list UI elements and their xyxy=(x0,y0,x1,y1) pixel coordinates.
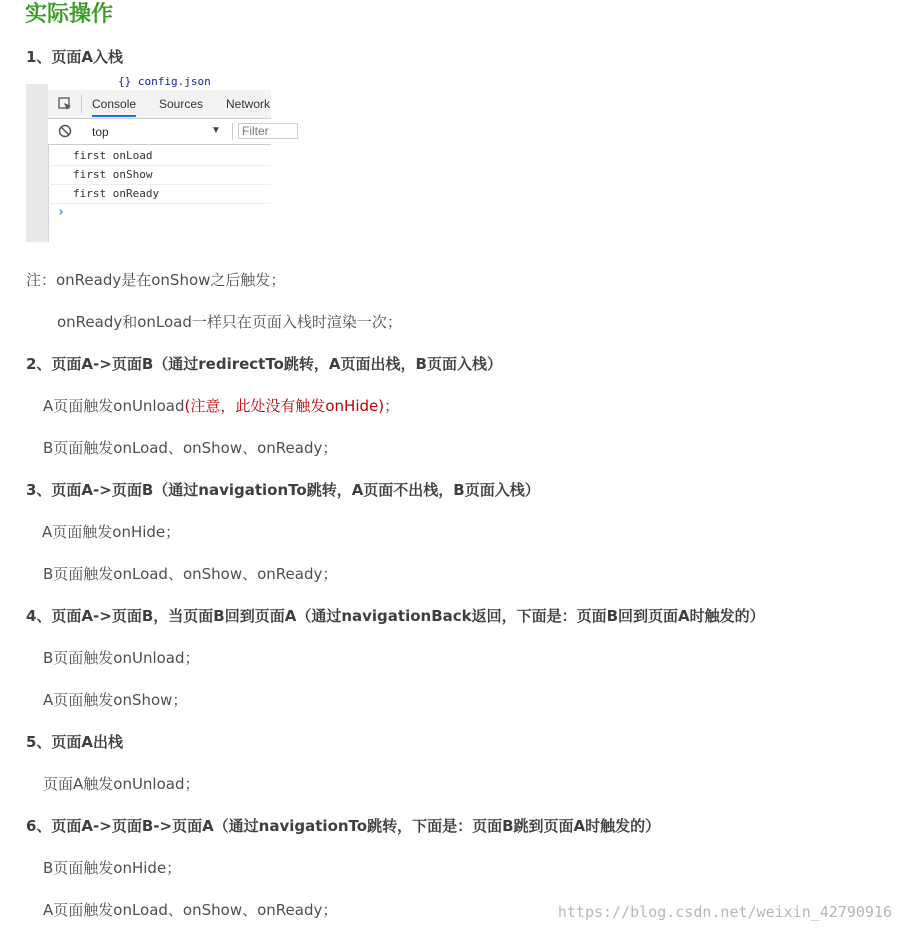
devtools-gutter xyxy=(26,84,49,242)
dropdown-arrow-icon[interactable]: ▼ xyxy=(211,125,221,136)
section-4-line-1: B页面触发onUnload； xyxy=(43,649,200,667)
console-log-row xyxy=(48,184,271,204)
console-log-row xyxy=(48,146,271,166)
page-title: 实际操作 xyxy=(25,2,114,27)
section-3-line-1: A页面触发onHide； xyxy=(42,523,181,541)
section-5-heading: 5、页面A出栈 xyxy=(26,733,124,751)
tab-network[interactable]: Network xyxy=(226,97,271,111)
devtools-top-fragment: {} config.json xyxy=(118,75,211,88)
watermark: https://blog.csdn.net/weixin_42790916 xyxy=(557,903,892,921)
section-2-line-1 xyxy=(43,395,399,416)
tab-console[interactable]: Console xyxy=(92,97,136,117)
section-6-line-1: B页面触发onHide； xyxy=(43,859,182,877)
section-2-heading: 2、页面A->页面B（通过redirectTo跳转，A页面出栈，B页面入栈） xyxy=(26,355,502,373)
console-prompt-icon[interactable]: › xyxy=(57,205,65,220)
note-line-1: 注：onReady是在onShow之后触发； xyxy=(26,271,286,289)
section-3-heading: 3、页面A->页面B（通过navigationTo跳转，A页面不出栈，B页面入栈） xyxy=(26,481,540,499)
section-2-line-1-end: ； xyxy=(384,397,400,415)
console-log-row xyxy=(48,165,271,185)
section-4-line-2: A页面触发onShow； xyxy=(43,691,188,709)
context-selector[interactable]: top xyxy=(92,125,109,139)
section-2-line-2: B页面触发onLoad、onShow、onReady； xyxy=(43,439,338,457)
clear-console-icon[interactable] xyxy=(58,124,72,138)
note-line-2: onReady和onLoad一样只在页面入栈时渲染一次； xyxy=(57,313,402,331)
section-2-warning: (注意，此处没有触发onHide) xyxy=(184,397,385,415)
section-3-line-2: B页面触发onLoad、onShow、onReady； xyxy=(43,565,338,583)
console-log-text: first onLoad xyxy=(73,149,153,162)
devtools-toolbar-separator xyxy=(232,123,233,140)
section-2-line-1-main: A页面触发onUnload xyxy=(43,397,185,415)
section-4-heading: 4、页面A->页面B，当页面B回到页面A（通过navigationBack返回，下面是：页面B回到页面A时触发的） xyxy=(26,607,765,625)
devtools-tab-separator xyxy=(81,95,82,113)
section-1-heading: 1、页面A入栈 xyxy=(26,48,124,66)
inspect-element-icon[interactable] xyxy=(58,97,72,111)
section-5-line-1: 页面A触发onUnload； xyxy=(43,775,200,793)
filter-input[interactable]: Filter xyxy=(238,123,298,139)
devtools-console-toolbar xyxy=(48,119,271,145)
section-6-heading: 6、页面A->页面B->页面A（通过navigationTo跳转，下面是：页面B跳到页面A时触发的） xyxy=(26,817,661,835)
devtools-console-screenshot xyxy=(26,75,271,242)
console-log-text: first onShow xyxy=(73,168,153,181)
devtools-tabbar xyxy=(48,90,271,119)
section-6-line-2: A页面触发onLoad、onShow、onReady； xyxy=(43,901,338,919)
console-log-text: first onReady xyxy=(73,187,160,200)
tab-sources[interactable]: Sources xyxy=(159,97,204,111)
